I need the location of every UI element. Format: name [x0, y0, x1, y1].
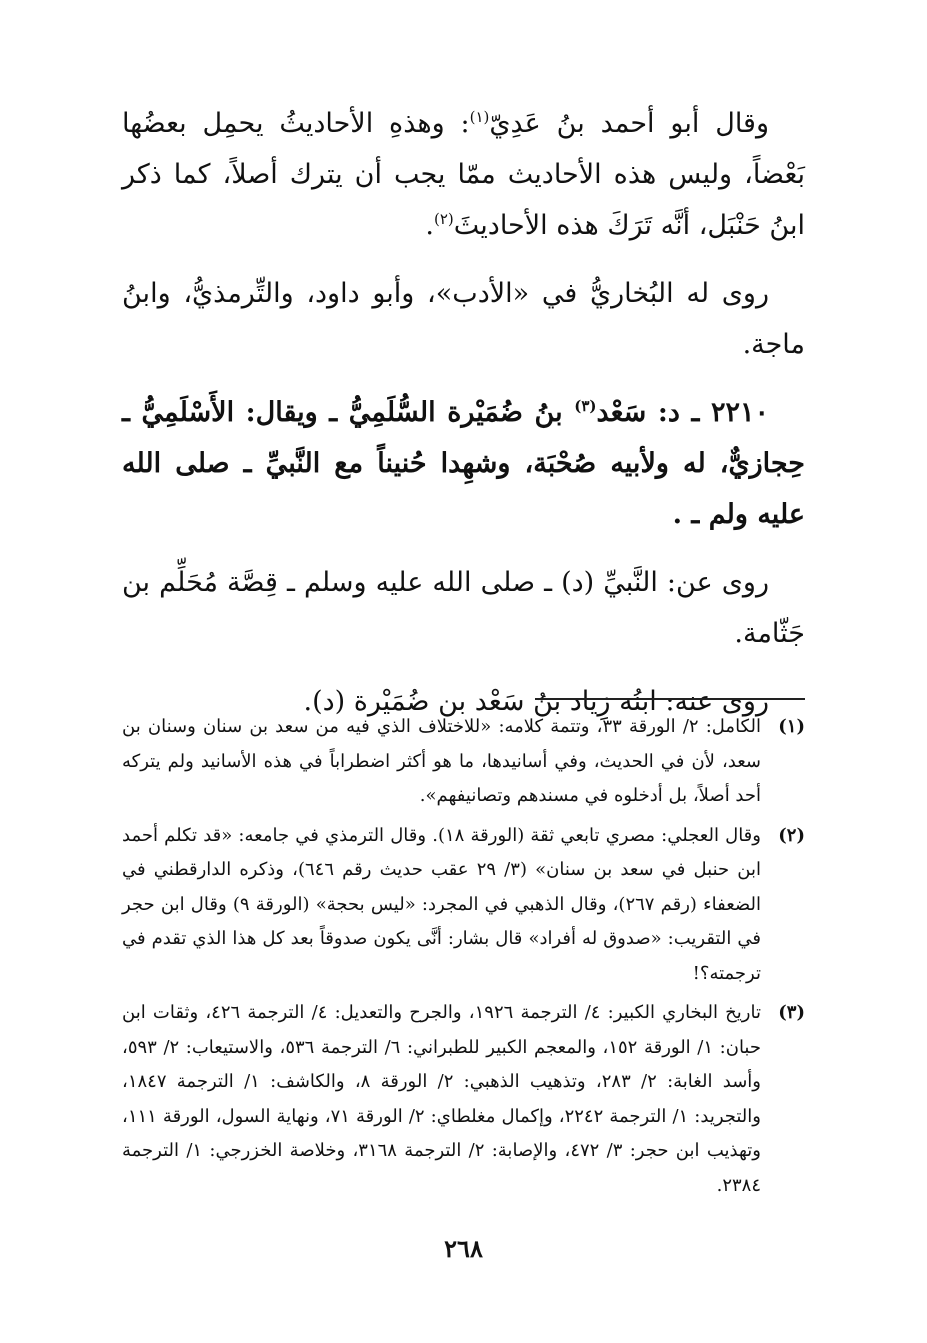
entry-title: ٢٢١٠ ـ د: سَعْد: [596, 397, 769, 428]
footnote-number: (١): [778, 716, 805, 737]
footnote-text: تاريخ البخاري الكبير: ٤/ الترجمة ١٩٢٦، والجرح والتعديل: ٤/ الترجمة ٤٢٦، وثقات ابن حبان: ١/ الورقة ١٥٢، والمعجم الكبير للطبراني: ٦/ الترجمة ٥٣٦، والاستيعاب: ٢/ ٥٩٣، وأسد الغابة: ٢/ ٢٨٣، وتذهيب الذهبي: ٢/ الورقة ٨، والكاشف: ١/ الترجمة ١٨٤٧، والتجريد: ١/ الترجمة ٢٢٤٢، وإكمال مغلطاي: ٢/ الورقة ٧١، ونهاية السول، الورقة ١١١، وتهذيب ابن حجر: ٣/ ٤٧٢، والإصابة: ٢/ الترجمة ٣١٦٨، وخلاصة الخزرجي: ١/ الترجمة ٢٣٨٤.: [122, 1002, 761, 1196]
footnotes: [122, 710, 805, 1208]
footnote-item: [122, 996, 805, 1203]
page-number: ٢٦٨: [444, 1234, 483, 1263]
paragraph-narrated-from: روى عن: النَّبيِّ (د) ـ صلى الله عليه وسلم ـ قِصَّة مُحَلِّم بن جَثّامة.: [122, 567, 805, 649]
footnote-ref[interactable]: (٢): [434, 210, 454, 228]
footnote-number: (٣): [778, 1002, 805, 1023]
paragraph-narrators: روى له البُخاريُّ في «الأدب»، وأبو داود، والتِّرمذيُّ، وابنُ ماجة.: [122, 278, 805, 360]
footnote-item: [122, 819, 805, 992]
entry-heading: [122, 387, 805, 540]
paragraph-text: .: [425, 210, 434, 241]
footnote-text: الكامل: ٢/ الورقة ٣٣، وتتمة كلامه: «للاختلاف الذي فيه من سعد بن سنان وسنان بن سعد، لأن في الحديث، وفي أسانيدها، ما هو أكثر اضطراباً في هذه الأسانيد ولم يتركه أحد أصلاً، بل أدخلوه في مسندهم وتصانيفهم».: [122, 716, 761, 806]
paragraph-text: : وهذهِ الأحاديثُ يحمِل بعضُها بَعْضاً، وليس هذه الأحاديث ممّا يجب أن يترك أصلاً، كما ذكر ابنُ حَنْبَل، أنَّه تَرَكَ هذه الأحاديثَ: [122, 108, 805, 241]
paragraph-text: وقال أبو أحمد بنُ عَدِيّ: [489, 108, 769, 139]
paragraph-narrated-by: روى عنه: ابنُه زِياد بنُ سَعْد بن ضُمَيْرة (د).: [303, 686, 769, 717]
entry-description: بنُ ضُمَيْرة السُّلَمِيُّ ـ ويقال: الأَسْلَمِيُّ ـ حِجازيٌّ، له ولأبيه صُحْبَة، وشهِدا حُنيناً مع النَّبيِّ ـ صلى الله عليه ولم ـ .: [122, 397, 805, 530]
footnote-divider: [535, 698, 805, 700]
main-text: [122, 98, 805, 744]
footnote-number: (٢): [778, 824, 805, 846]
paragraph-ibn-adi: [122, 98, 805, 251]
footnote-ref[interactable]: (٣): [574, 397, 597, 415]
footnote-item: [122, 710, 805, 814]
footnote-text: وقال العجلي: مصري تابعي ثقة (الورقة ١٨). وقال الترمذي في جامعه: «قد تكلم أحمد ابن حنبل في سعد بن سنان» (٣/ ٢٩ عقب حديث رقم ٦٤٦)، وذكره الدارقطني في الضعفاء (رقم ٢٦٧)، وقال الذهبي في المجرد: «ليس بحجة» (الورقة ٩) وقال ابن حجر في التقريب: «صدوق له أفراد» قال بشار: أنَّى يكون صدوقاً بعد كل هذا الذي تقدم في ترجمته؟!: [122, 824, 761, 984]
footnote-ref[interactable]: (١): [469, 108, 490, 126]
